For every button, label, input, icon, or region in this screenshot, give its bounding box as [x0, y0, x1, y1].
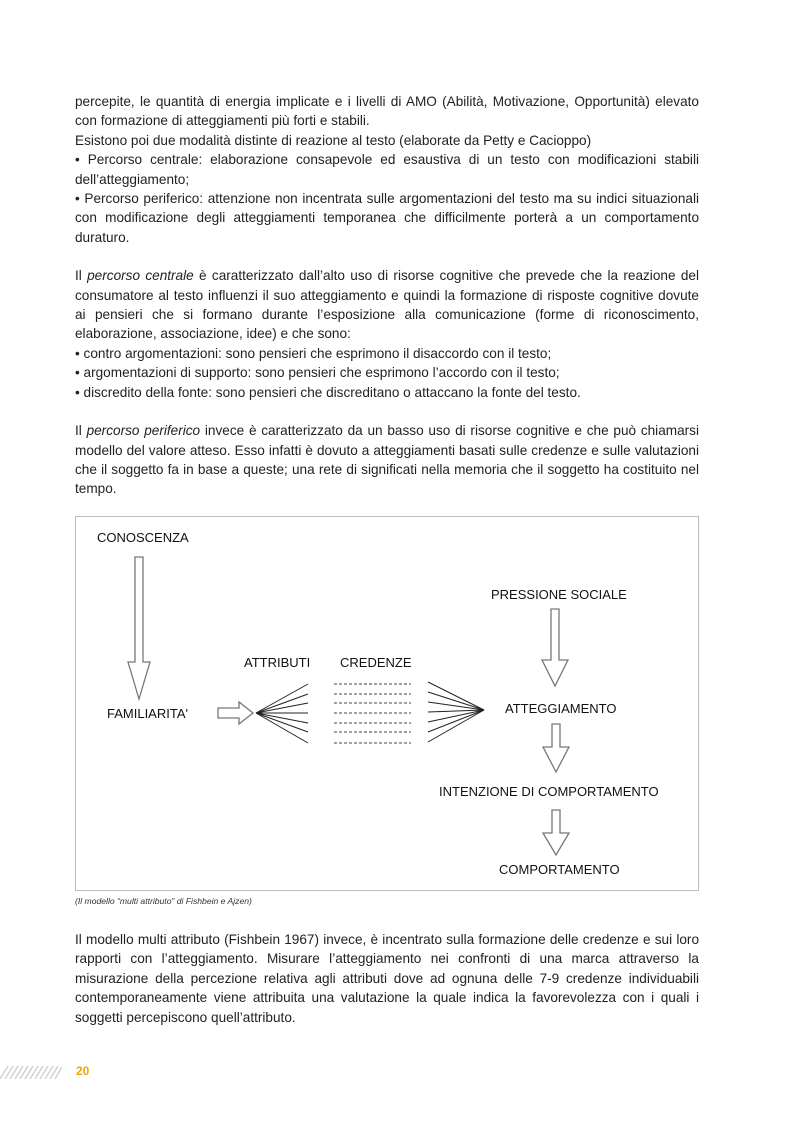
- body-text-top: [75, 92, 699, 499]
- label-comportamento: COMPORTAMENTO: [499, 862, 620, 877]
- label-pressione-sociale: PRESSIONE SOCIALE: [491, 587, 627, 602]
- p2-prefix: Il: [75, 268, 88, 284]
- label-conoscenza: CONOSCENZA: [97, 530, 189, 545]
- paragraph-1c: • Percorso centrale: elaborazione consapevole ed esaustiva di un testo con modificazioni stabili dell’atteggiamento;: [75, 152, 699, 187]
- bullet-3: • discredito della fonte: sono pensieri che discreditano o attaccano la fonte del testo.: [75, 384, 581, 400]
- paragraph-1d: • Percorso periferico: attenzione non incentrata sulle argomentazioni del testo ma su indici situazionali con modificazione degli atteggiamenti temporanea che difficilmente porterà a un comportamento duraturo.: [75, 191, 699, 245]
- label-attributi: ATTRIBUTI: [244, 655, 311, 670]
- label-intenzione: INTENZIONE DI COMPORTAMENTO: [439, 784, 659, 799]
- page-number: 20: [76, 1064, 90, 1078]
- fan-attributi: [256, 684, 308, 743]
- footer-hatch-decoration: [0, 1066, 62, 1079]
- p2-em: percorso centrale: [87, 268, 194, 284]
- arrow-down-atteggiamento: [543, 724, 569, 772]
- p3-em: percorso periferico: [86, 423, 201, 439]
- p3-prefix: Il: [75, 423, 87, 439]
- paragraph-2: [75, 266, 699, 344]
- fan-atteggiamento: [428, 682, 484, 742]
- paragraph-4: Il modello multi attributo (Fishbein 1967) invece, è incentrato sulla formazione delle credenze e sui loro rapporti con l’atteggiamento. Misurare l’atteggiamento nei confronti di una marca attraverso la misurazione della percezione relativa agli attributi dove ad ognuna delle 7-9 credenze individuabili contemporaneamente viene attribuita una valutazione la quale indica la favorevolezza con i quali i soggetti percepiscono quell’attributo.: [75, 932, 699, 1025]
- label-credenze: CREDENZE: [340, 655, 412, 670]
- p3-rest: invece è caratterizzato da un basso uso di risorse cognitive e che può chiamarsi modello del valore atteso. Esso infatti è dovuto a atteggiamenti basati sulle credenze e sulle valutazioni che il soggetto fa in base a queste; una rete di significati nella memoria che il soggetto ha costituito nel tempo.: [75, 423, 699, 497]
- paragraph-3: [75, 421, 699, 499]
- label-familiarita: FAMILIARITA': [107, 706, 188, 721]
- label-atteggiamento: ATTEGGIAMENTO: [505, 701, 617, 716]
- arrow-down-pressione: [542, 609, 568, 686]
- arrow-right-familiarita: [218, 702, 253, 724]
- diagram-svg: [76, 517, 698, 890]
- body-text-bottom: [75, 930, 699, 1027]
- figure-caption: (Il modello “multi attributo” di Fishbein e Ajzen): [75, 896, 252, 906]
- paragraph-1a: percepite, le quantità di energia implicate e i livelli di AMO (Abilità, Motivazione, Opportunità) elevato con formazione di atteggiamenti più forti e stabili.: [75, 94, 699, 129]
- arrow-down-intenzione: [543, 810, 569, 855]
- paragraph-1b: Esistono poi due modalità distinte di reazione al testo (elaborate da Petty e Cacioppo): [75, 132, 592, 148]
- multi-attribute-diagram: [75, 516, 699, 891]
- arrow-down-conoscenza: [128, 557, 150, 699]
- dashed-credenze: [334, 684, 411, 743]
- bullet-1: • contro argomentazioni: sono pensieri che esprimono il disaccordo con il testo;: [75, 345, 552, 361]
- bullet-2: • argomentazioni di supporto: sono pensieri che esprimono l’accordo con il testo;: [75, 365, 560, 381]
- p2-rest: è caratterizzato dall’alto uso di risorse cognitive che prevede che la reazione del consumatore al testo influenzi il suo atteggiamento e quindi la formazione di risposte cognitive dovute ai pensieri che si formano durante l’esposizione alla comunicazione (forme di riconoscimento, elaborazione, associazione, idee) e che sono:: [75, 268, 699, 342]
